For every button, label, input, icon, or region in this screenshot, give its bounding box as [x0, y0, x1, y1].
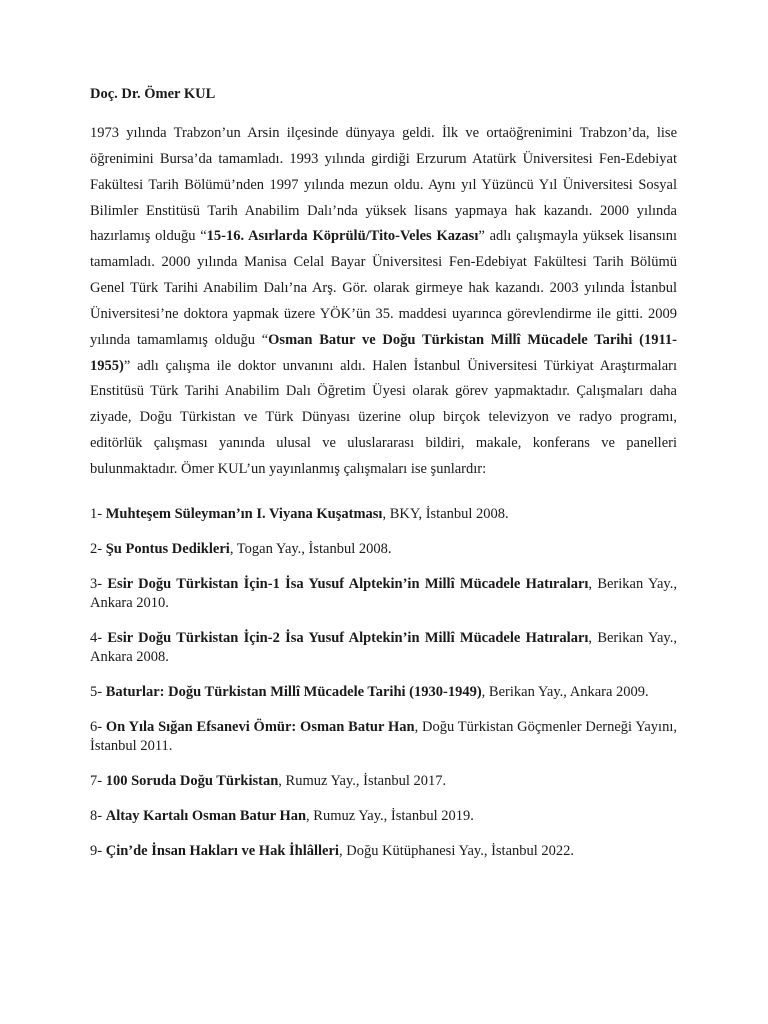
publication-item: [90, 807, 677, 826]
publication-title: Esir Doğu Türkistan İçin-2 İsa Yusuf Alptekin’in Millî Mücadele Hatıraları: [107, 629, 589, 646]
publication-details: , Rumuz Yay., İstanbul 2019.: [306, 807, 474, 824]
publication-number: 2-: [90, 540, 106, 557]
bio-text-part-1: 1973 yılında Trabzon’un Arsin ilçesinde dünyaya geldi. İlk ve ortaöğrenimini Trabzon’da, lise öğrenimini Bursa’da tamamladı. 1993 yılında girdiği Erzurum Atatürk Üniversitesi Fen-Edebiyat Fakültesi Tarih Bölümü’nden 1997 yılında mezun oldu. Aynı yıl Yüzüncü Yıl Üniversitesi Sosyal Bilimler Enstitüsü Tarih Anabilim Dalı’nda yüksek lisans yapmaya hak kazandı. 2000 yılında hazırlamış olduğu “: [90, 125, 677, 245]
publication-title: Esir Doğu Türkistan İçin-1 İsa Yusuf Alptekin’in Millî Mücadele Hatıraları: [107, 575, 589, 592]
publication-number: 8-: [90, 807, 106, 824]
publication-details: , Togan Yay., İstanbul 2008.: [229, 540, 392, 557]
publication-number: 5-: [90, 683, 106, 700]
publication-details: , BKY, İstanbul 2008.: [382, 505, 509, 522]
publication-title: Şu Pontus Dedikleri: [105, 540, 230, 557]
publication-details: , Berikan Yay., Ankara 2010.: [90, 575, 677, 611]
publication-details: , Doğu Türkistan Göçmenler Derneği Yayını, İstanbul 2011.: [90, 718, 677, 754]
publication-item: [90, 718, 677, 756]
bio-thesis-master: 15-16. Asırlarda Köprülü/Tito-Veles Kazası: [206, 228, 479, 245]
publication-number: 3-: [90, 575, 108, 592]
publication-title: On Yıla Sığan Efsanevi Ömür: Osman Batur Han: [105, 718, 415, 735]
publication-item: [90, 505, 677, 524]
publication-item: [90, 842, 677, 861]
author-title: Doç. Dr. Ömer KUL: [90, 86, 216, 102]
publication-number: 7-: [90, 772, 106, 789]
publication-item: [90, 629, 677, 667]
publication-number: 1-: [90, 505, 106, 522]
biography-paragraph: [90, 121, 677, 483]
publication-title: Muhteşem Süleyman’ın I. Viyana Kuşatması: [105, 505, 383, 522]
publication-item: [90, 683, 677, 702]
publication-title: Altay Kartalı Osman Batur Han: [105, 807, 307, 824]
bio-text-part-2: ” adlı çalışmayla yüksek lisansını tamamladı. 2000 yılında Manisa Celal Bayar Üniversitesi Fen-Edebiyat Fakültesi Tarih Bölümü Genel Türk Tarihi Anabilim Dalı’na Arş. Gör. olarak girmeye hak kazandı. 2003 yılında İstanbul Üniversitesi’ne doktora yapmak üzere YÖK’ün 35. maddesi uyarınca görevlendirme ile gitti. 2009 yılında tamamlamış olduğu “: [90, 228, 678, 348]
publication-list: [90, 505, 677, 861]
publication-title: Baturlar: Doğu Türkistan Millî Mücadele Tarihi (1930-1949): [105, 683, 482, 700]
publication-number: 6-: [90, 718, 106, 735]
publication-title: Çin’de İnsan Hakları ve Hak İhlâlleri: [105, 842, 339, 859]
document-page: [90, 84, 677, 877]
bio-text-part-3: ” adlı çalışma ile doktor unvanını aldı. Halen İstanbul Üniversitesi Türkiyat Araştırmaları Enstitüsü Türk Tarihi Anabilim Dalı Öğretim Üyesi olarak görev yapmaktadır. Çalışmaları daha ziyade, Doğu Türkistan ve Türk Dünyası üzerine olup birçok televizyon ve radyo programı, editörlük çalışması yanında ulusal ve uluslararası bildiri, makale, konferans ve panelleri bulunmaktadır. Ömer KUL’un yayınlanmış çalışmaları ise şunlardır:: [90, 357, 677, 477]
publication-details: , Berikan Yay., Ankara 2009.: [481, 683, 649, 700]
publication-details: , Berikan Yay., Ankara 2008.: [90, 629, 677, 665]
publication-number: 4-: [90, 629, 108, 646]
publication-item: [90, 772, 677, 791]
publication-number: 9-: [90, 842, 106, 859]
publication-details: , Rumuz Yay., İstanbul 2017.: [278, 772, 447, 789]
publication-item: [90, 540, 677, 559]
publication-item: [90, 575, 677, 613]
bio-thesis-doctorate: Osman Batur ve Doğu Türkistan Millî Mücadele Tarihi (1911-1955): [90, 331, 678, 374]
publication-details: , Doğu Kütüphanesi Yay., İstanbul 2022.: [338, 842, 575, 859]
publication-title: 100 Soruda Doğu Türkistan: [105, 772, 279, 789]
